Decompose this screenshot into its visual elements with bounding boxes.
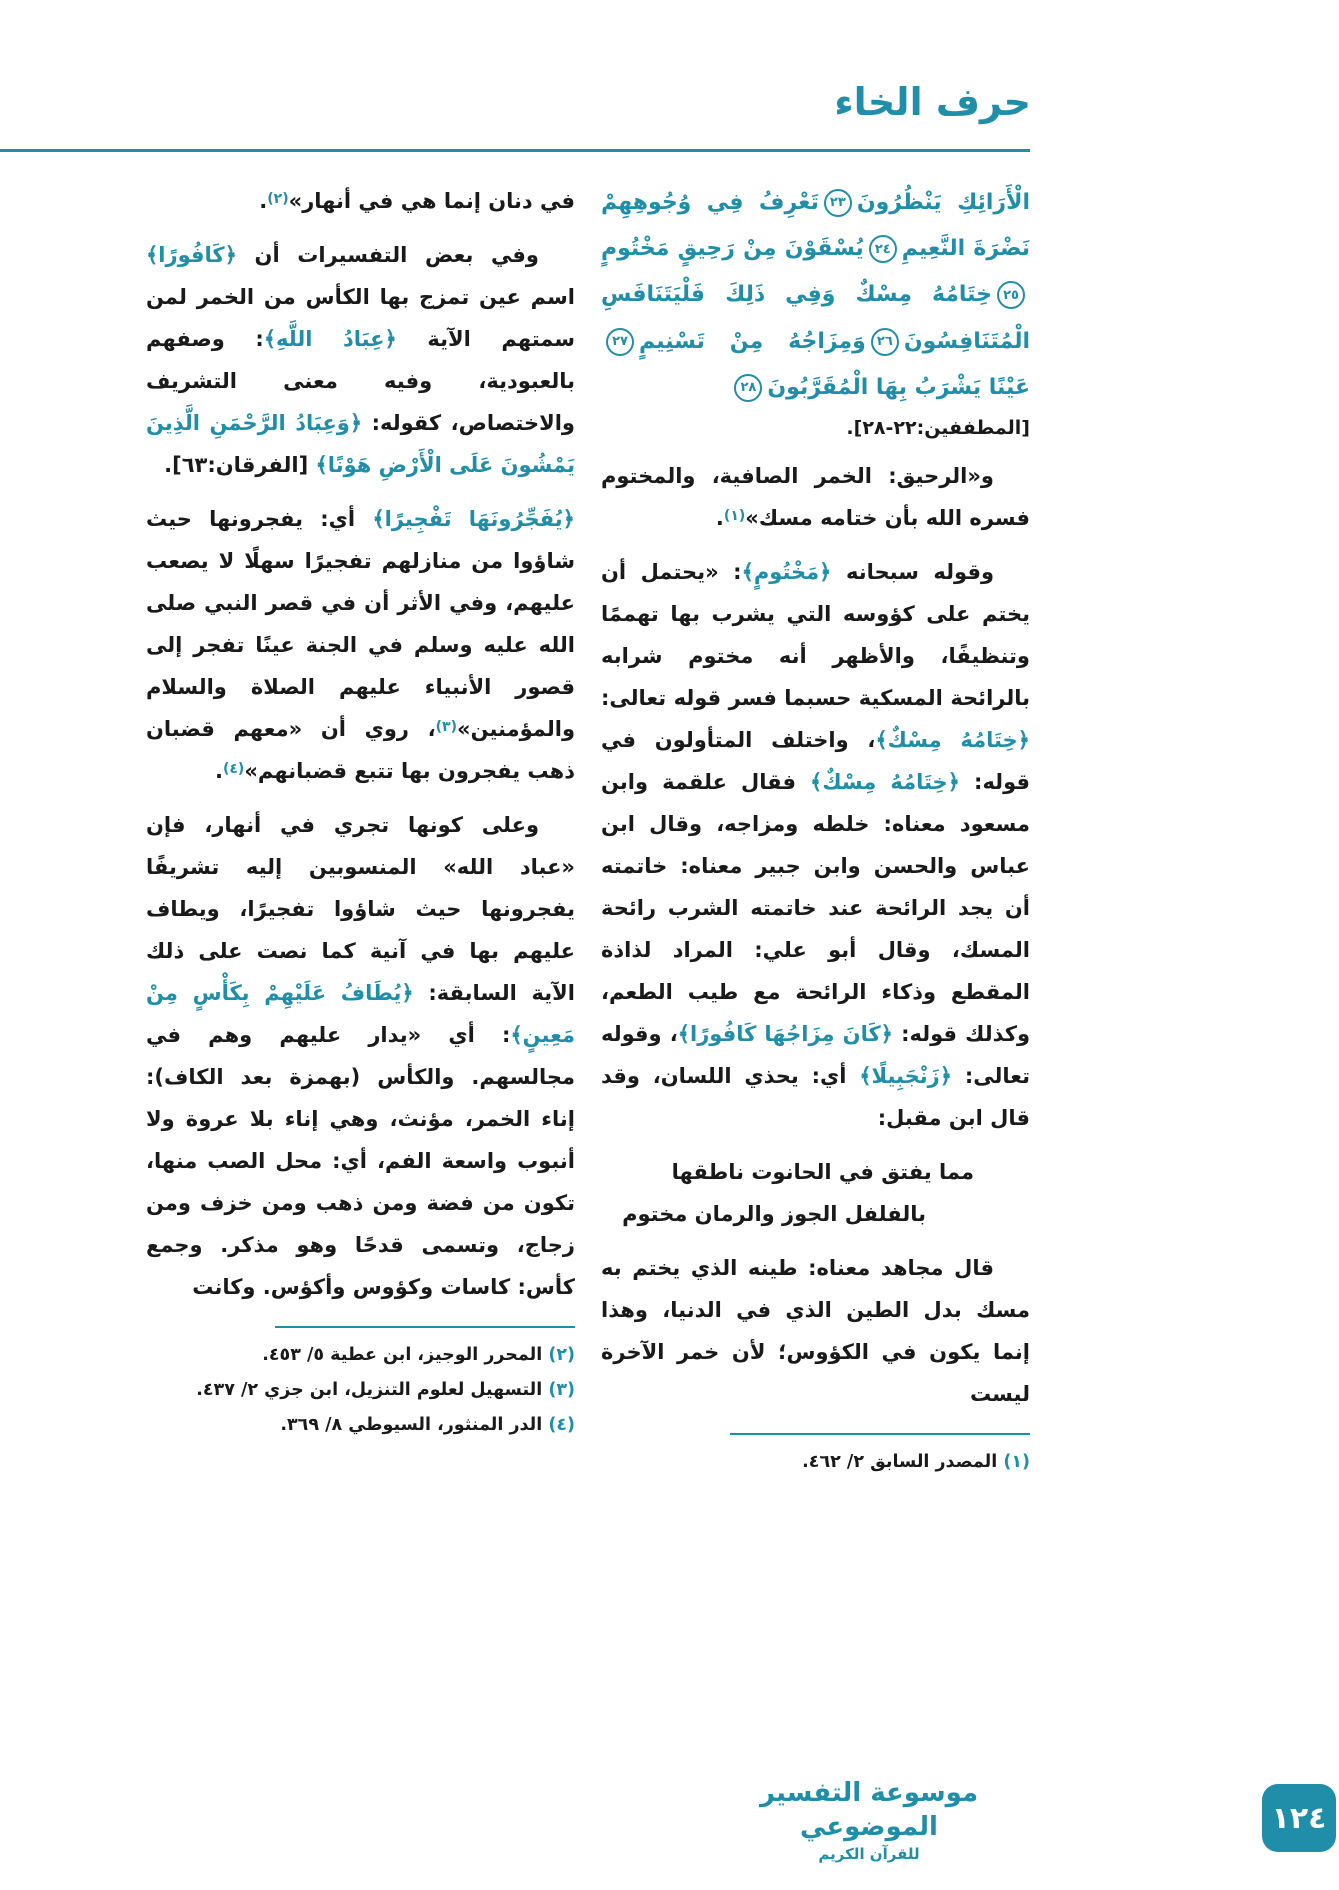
body-text: : أي «يدار عليهم وهم في مجالسهم. والكأس (بهمزة بعد الكاف): إناء الخمر، مؤنث، وهي إناء بلا عروة ولا أنبوب واسعة الفم، أي: محل الصب منها، تكون من فضة ومن ذهب ومن خزف ومن زجاج، وتسمى قدحًا وهو مذكر. وجمع كأس: كاسات وكؤوس وأكؤس. وكانت [146, 1023, 575, 1299]
paragraph [601, 551, 1030, 1139]
quran-quote: ﴿خِتَامُهُ مِسْكٌ﴾ [875, 727, 1030, 752]
quran-quote: ﴿زَنْجَبِيلًا﴾ [859, 1063, 953, 1088]
quran-text: عَيْنًا يَشْرَبُ بِهَا الْمُقَرَّبُونَ [767, 374, 1030, 400]
body-text: ، واختلف المتأولون في قوله: [601, 727, 1030, 794]
footnote-marker: (٣) [435, 719, 457, 735]
footnote-number: (١) [1003, 1451, 1030, 1472]
footnote-text: الدر المنثور، السيوطي ٨/ ٣٦٩. [280, 1415, 543, 1435]
quran-quote: ﴿كَافُورًا﴾ [146, 243, 237, 267]
paragraph [146, 180, 575, 222]
footnote-item [146, 1338, 575, 1373]
body-text: . [259, 189, 268, 213]
body-text: و«الرحيق: الخمر الصافية، والمختوم فسره الله بأن ختامه مسك» [601, 463, 1030, 530]
footnote-number: (٣) [548, 1380, 575, 1400]
column-left [146, 180, 575, 1443]
quran-quote: ﴿عِبَادُ اللَّهِ﴾ [263, 327, 397, 351]
quran-text: وَمِزَاجُهُ مِنْ تَسْنِيمٍ [639, 328, 866, 354]
footnote-marker: (١) [723, 507, 746, 524]
body-text: ، وقوله تعالى: [601, 1021, 1030, 1088]
footnote-number: (٤) [548, 1415, 575, 1435]
quran-quote: ﴿مَخْتُومٍ﴾ [741, 559, 832, 584]
quran-text: خِتَامُهُ مِسْكٌ وَفِي ذَلِكَ فَلْيَتَنَافَسِ الْمُتَنَافِسُونَ [601, 282, 1030, 354]
ayah-number-badge: ٢٦ [871, 328, 899, 356]
body-text: ، روي أن «معهم قضبان ذهب يفجرون بها تتبع قضبانهم» [146, 717, 575, 783]
footnote-item [601, 1445, 1030, 1480]
body-text: في دنان إنما هي في أنهار» [288, 189, 575, 213]
quran-text: الْأَرَائِكِ يَنْظُرُونَ [856, 190, 1030, 215]
quran-text: تَعْرِفُ فِي وُجُوهِهِمْ نَضْرَةَ النَّعِيمِ [601, 190, 1031, 262]
quran-verses-block [601, 180, 1030, 411]
footnotes-right [601, 1433, 1030, 1480]
body-text: اسم عين تمزج بها الكأس من الخمر لمن سمتهم الآية [146, 285, 575, 351]
ayah-number-badge: ٢٧ [606, 328, 634, 356]
body-text: : وصفهم بالعبودية، وفيه معنى التشريف والاختصاص، كقوله: [146, 327, 575, 435]
footnote-number: (٢) [548, 1345, 575, 1365]
chapter-title: حرف الخاء [834, 80, 1031, 124]
footnote-separator [730, 1433, 1030, 1435]
quran-quote: ﴿وَعِبَادُ الرَّحْمَنِ الَّذِينَ يَمْشُونَ عَلَى الْأَرْضِ هَوْنًا﴾ [146, 411, 575, 477]
ayah-number-badge: ٢٨ [734, 374, 762, 402]
body-text: . [715, 505, 724, 530]
body-text: وقوله سبحانه [831, 559, 994, 584]
body-text: وعلى كونها تجري في أنهار، فإن «عباد الله» المنسوبين إليه تشريفًا يفجرونها حيث شاؤوا تفجيرًا، ويطاف عليهم بها في آنية كما نصت على ذلك الآية السابقة: [146, 813, 575, 1005]
poetry-line: بالفلفل الجوز والرمان مختوم [622, 1201, 926, 1226]
logo-subtitle: للقرآن الكريم [818, 1844, 920, 1863]
footnote-text: المصدر السابق ٢/ ٤٦٢. [802, 1451, 998, 1472]
body-text: أي: يحذي اللسان، وقد قال ابن مقبل: [601, 1063, 1030, 1130]
publisher-logo [749, 1777, 989, 1864]
body-text: . [214, 759, 223, 783]
content-columns [146, 180, 1030, 1480]
footnote-item [146, 1373, 575, 1408]
poetry-couplet [601, 1151, 1030, 1235]
quran-quote: ﴿كَانَ مِزَاجُهَا كَافُورًا﴾ [677, 1021, 893, 1046]
ayah-number-badge: ٢٣ [824, 189, 852, 217]
body-text: فقال علقمة وابن مسعود معناه: خلطه ومزاجه، وقال ابن عباس والحسن وابن جبير معناه: خاتمته أن يجد الرائحة عند خاتمته الشرب رائحة المسك، وقال أبو علي: المراد لذاذة المقطع وذكاء الرائحة مع طيب الطعم، وكذلك قوله: [601, 769, 1030, 1046]
paragraph [601, 455, 1030, 539]
header-rule [0, 149, 1030, 152]
page-number-badge: ١٢٤ [1262, 1784, 1336, 1852]
body-text: أي: يفجرونها حيث شاؤوا من منازلهم تفجيرًا سهلًا لا يصعب عليهم، وفي الأثر أن في قصر النبي صلى الله عليه وسلم في الجنة عينًا تفجر إلى قصور الأنبياء عليهم الصلاة والسلام والمؤمنين» [146, 507, 575, 741]
quran-quote: ﴿يُفَجِّرُونَهَا تَفْجِيرًا﴾ [372, 507, 575, 531]
quran-quote: ﴿خِتَامُهُ مِسْكٌ﴾ [810, 769, 960, 794]
paragraph [146, 234, 575, 486]
body-text: : «يحتمل أن يختم على كؤوسه التي يشرب بها تهممًا وتنظيفًا، والأظهر أنه مختوم شرابه بالرائحة المسكية حسبما فسر قوله تعالى: [601, 559, 1030, 710]
footnote-separator [275, 1326, 575, 1328]
body-text: وفي بعض التفسيرات أن [236, 243, 539, 267]
footnotes-left [146, 1326, 575, 1443]
ayah-number-badge: ٢٥ [997, 281, 1025, 309]
ayah-number-badge: ٢٤ [869, 235, 897, 263]
footnote-marker: (٤) [222, 761, 245, 777]
paragraph: قال مجاهد معناه: طينه الذي يختم به مسك بدل الطين الذي في الدنيا، وهذا إنما يكون في الكؤوس؛ لأن خمر الآخرة ليست [601, 1255, 1030, 1406]
poetry-line: مما يفتق في الحانوت ناطقها [671, 1159, 974, 1184]
footnote-item [146, 1408, 575, 1443]
footnote-text: المحرر الوجيز، ابن عطية ٥/ ٤٥٣. [262, 1345, 543, 1365]
logo-title: موسوعة التفسير الموضوعي [759, 1777, 979, 1842]
footnote-marker: (٢) [267, 191, 289, 207]
verse-reference: [الفرقان:٦٣]. [164, 453, 316, 477]
surah-citation: [المطففين:٢٢-٢٨]. [846, 416, 1030, 439]
paragraph [146, 804, 575, 1308]
quran-text: يُسْقَوْنَ مِنْ رَحِيقٍ مَخْتُومٍ [601, 236, 864, 262]
quran-quote: ﴿يُطَافُ عَلَيْهِمْ بِكَأْسٍ مِنْ مَعِينٍ﴾ [146, 981, 575, 1047]
column-right [601, 180, 1030, 1480]
paragraph [146, 498, 575, 792]
footnote-text: التسهيل لعلوم التنزيل، ابن جزي ٢/ ٤٣٧. [196, 1380, 543, 1400]
